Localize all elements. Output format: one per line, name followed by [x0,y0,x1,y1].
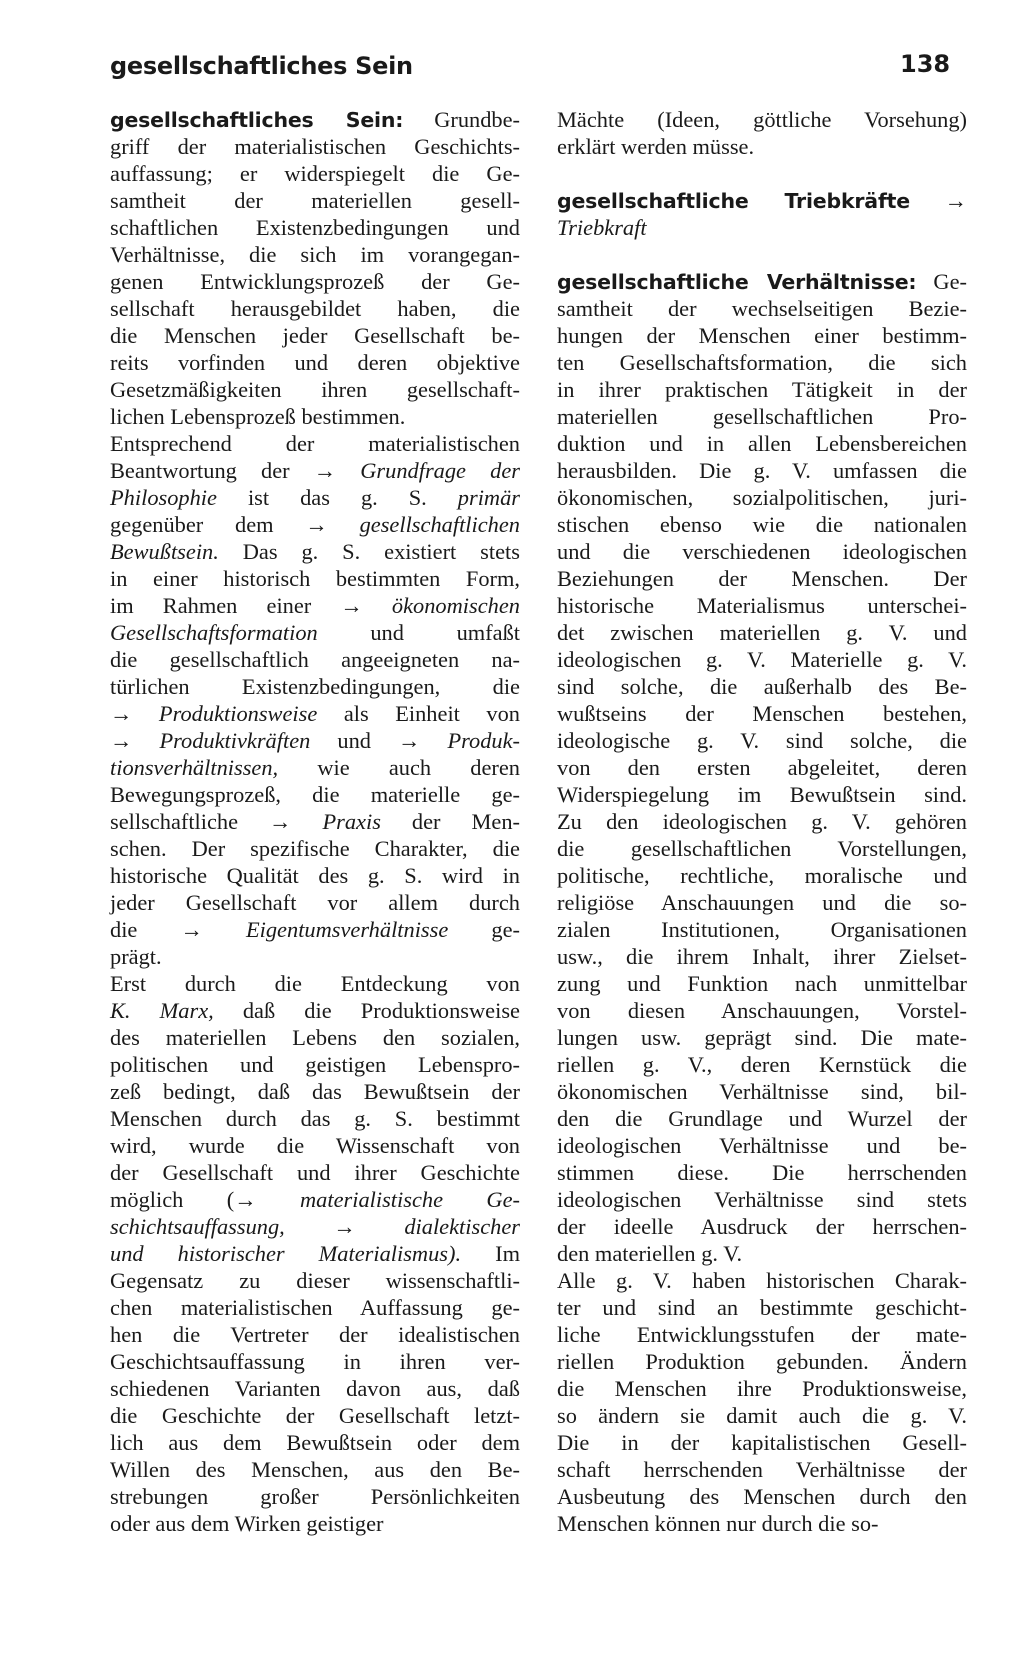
text-run: zung und Funktion nach unmittelbar [557,971,967,996]
text-run: die gesellschaftlichen Vorstellungen, [557,836,967,861]
text-line [110,1078,520,1105]
text-run: schaftlichen Existenzbedingungen und [110,215,520,240]
text-line [557,1132,967,1159]
text-run: sellschaft herausgebildet haben, die [110,296,520,321]
text-line [110,781,520,808]
text-line [557,430,967,457]
text-line [110,484,520,511]
text-line [557,1321,967,1348]
text-run: Bewegungsprozeß, die materielle ge- [110,782,520,807]
text-line [110,1348,520,1375]
cross-reference: Gesellschaftsformation [110,620,318,645]
text-line [110,646,520,673]
text-run: Zu den ideologischen g. V. gehören [557,809,967,834]
text-run: und → [310,728,448,753]
text-line [110,1294,520,1321]
text-line [110,1510,520,1537]
text-line [110,133,520,160]
text-line [557,727,967,754]
text-run: → [909,188,967,213]
text-line [110,727,520,754]
text-line [557,484,967,511]
text-run: Geschichtsauffassung in ihren ver- [110,1349,520,1374]
text-line [557,646,967,673]
text-line [110,592,520,619]
text-run: daß die Produktionsweise [213,998,520,1023]
text-line [557,187,967,214]
text-run: oder aus dem Wirken geistiger [110,1511,384,1536]
text-line [557,970,967,997]
text-run: Gesetzmäßigkeiten ihren gesellschaft- [110,377,520,402]
text-run: lungen usw. geprägt sind. Die mate- [557,1025,967,1050]
text-line [557,619,967,646]
text-line [110,241,520,268]
text-line [557,376,967,403]
text-line [557,1186,967,1213]
text-run: Verhältnisse, die sich im vorangegan- [110,242,520,267]
text-run: schen. Der spezifische Charakter, die [110,836,520,861]
text-line [110,106,520,133]
text-line [110,835,520,862]
text-run: duktion und in allen Lebensbereichen [557,431,967,456]
text-line [110,1105,520,1132]
text-line [110,1375,520,1402]
text-line [557,1429,967,1456]
text-line [110,1213,520,1240]
text-run: Widerspiegelung im Bewußtsein sind. [557,782,967,807]
text-run: Im [461,1241,520,1266]
text-run: und die verschiedenen ideologischen [557,539,967,564]
text-line [557,1240,967,1267]
paragraph-gap [557,160,967,187]
text-line [557,1051,967,1078]
text-run: im Rahmen einer → [110,593,392,618]
text-run: türlichen Existenzbedingungen, die [110,674,520,699]
text-run: usw., die ihrem Inhalt, ihrer Zielset- [557,944,967,969]
text-run: ökonomischen, sozialpolitischen, juri- [557,485,967,510]
cross-reference: tionsverhältnissen, [110,755,279,780]
text-line [110,754,520,781]
cross-reference: K. Marx, [110,998,214,1023]
text-line [557,997,967,1024]
cross-reference: schichtsauffassung, [110,1214,285,1239]
text-line [110,1186,520,1213]
text-line [110,1132,520,1159]
text-run: schaft herrschenden Verhältnisse der [557,1457,967,1482]
text-run: hungen der Menschen einer bestimm- [557,323,967,348]
text-run: möglich (→ [110,1187,300,1212]
text-run: stimmen diese. Die herrschenden [557,1160,967,1185]
text-line [110,943,520,970]
text-line [557,214,967,241]
text-run: Gegensatz zu dieser wissenschaftli- [110,1268,520,1293]
text-run: ideologischen g. V. Materielle g. V. [557,647,967,672]
right-column [557,106,967,1537]
cross-reference: Grundfrage der [360,458,520,483]
text-line [557,1510,967,1537]
text-line [110,889,520,916]
text-run: jeder Gesellschaft vor allem durch [110,890,520,915]
text-run: Ge- [916,269,967,294]
text-line [557,403,967,430]
text-run: reits vorfinden und deren objektive [110,350,520,375]
text-run: der Men- [380,809,520,834]
text-run: → [284,1214,405,1239]
text-line [557,1294,967,1321]
text-run: politischen und geistigen Lebenspro- [110,1052,520,1077]
running-head: gesellschaftliches Sein [110,52,413,80]
text-run: ökonomischen Verhältnisse sind, bil- [557,1079,967,1104]
text-run: Erst durch die Entdeckung von [110,971,520,996]
text-run: religiöse Anschauungen und die so- [557,890,967,915]
text-run: den materiellen g. V. [557,1241,743,1266]
text-line [110,376,520,403]
cross-reference: Bewußtsein. [110,539,219,564]
text-run: ideologische g. V. sind solche, die [557,728,967,753]
text-line [110,214,520,241]
text-run: politische, rechtliche, moralische und [557,863,967,888]
text-line [110,403,520,430]
text-line [110,1051,520,1078]
text-line [110,700,520,727]
text-run: Das g. S. existiert stets [218,539,520,564]
text-line [110,160,520,187]
text-line [557,1348,967,1375]
cross-reference: Praxis [322,809,381,834]
text-line [557,943,967,970]
text-line [110,457,520,484]
text-run: die gesellschaftlich angeeigneten na- [110,647,520,672]
text-line [110,1402,520,1429]
text-line [110,565,520,592]
text-line [110,808,520,835]
cross-reference: Produktivkräften [159,728,311,753]
entry-headword: gesellschaftliche Triebkräfte [557,189,910,213]
text-run: liche Entwicklungsstufen der mate- [557,1322,967,1347]
text-line [110,349,520,376]
text-line [110,187,520,214]
text-run: stischen ebenso wie die nationalen [557,512,967,537]
text-run: Mächte (Ideen, göttliche Vorsehung) [557,107,967,132]
cross-reference: Produk- [447,728,520,753]
text-run: sellschaftliche → [110,809,323,834]
text-run: die Menschen ihre Produktionsweise, [557,1376,967,1401]
text-run: die → [110,917,246,942]
text-run: ideologischen Verhältnisse und be- [557,1133,967,1158]
text-line [110,997,520,1024]
text-line [110,1267,520,1294]
text-run: ge- [448,917,520,942]
cross-reference: und historischer Materialismus). [110,1241,462,1266]
text-run: der Gesellschaft und ihrer Geschichte [110,1160,520,1185]
text-line [557,1024,967,1051]
text-line [110,322,520,349]
text-line [557,1375,967,1402]
text-run: Entsprechend der materialistischen [110,431,520,456]
text-line [557,322,967,349]
text-line [557,889,967,916]
text-run: so ändern sie damit auch die g. V. [557,1403,967,1428]
text-line [110,1429,520,1456]
text-line [557,133,967,160]
text-run: den die Grundlage und Wurzel der [557,1106,967,1131]
text-line [557,565,967,592]
text-run: Willen des Menschen, aus den Be- [110,1457,520,1482]
page-number: 138 [900,50,951,78]
left-column [110,106,520,1537]
text-run: materiellen gesellschaftlichen Pro- [557,404,967,429]
text-line [110,862,520,889]
entry-headword: gesellschaftliches Sein: [110,108,404,132]
text-line [557,592,967,619]
text-run: wußtseins der Menschen bestehen, [557,701,967,726]
text-run: in einer historisch bestimmten Form, [110,566,520,591]
text-run: prägt. [110,944,162,969]
text-run: strebungen großer Persönlichkeiten [110,1484,520,1509]
text-run: auffassung; er widerspiegelt die Ge- [110,161,520,186]
text-run: Beantwortung der → [110,458,361,483]
text-line [557,1159,967,1186]
cross-reference: Philosophie [110,485,217,510]
text-line [557,862,967,889]
text-run: zeß bedingt, daß das Bewußtsein der [110,1079,520,1104]
text-run: sind solche, die außerhalb des Be- [557,674,967,699]
text-run: schiedenen Varianten davon aus, daß [110,1376,520,1401]
text-run: herausbilden. Die g. V. umfassen die [557,458,967,483]
text-line [557,700,967,727]
text-run: von den ersten abgeleitet, deren [557,755,967,780]
text-run: ter und sind an bestimmte geschicht- [557,1295,967,1320]
text-run: des materiellen Lebens den sozialen, [110,1025,520,1050]
text-line [557,457,967,484]
text-run: Menschen durch das g. S. bestimmt [110,1106,520,1131]
text-run: hen die Vertreter der idealistischen [110,1322,520,1347]
text-run: lichen Lebensprozeß bestimmen. [110,404,406,429]
text-run: historische Materialismus unterschei- [557,593,967,618]
text-line [110,1321,520,1348]
text-run: Die in der kapitalistischen Gesell- [557,1430,967,1455]
text-line [110,1240,520,1267]
text-line [557,673,967,700]
text-line [557,781,967,808]
cross-reference: Triebkraft [557,215,647,240]
text-run: Beziehungen der Menschen. Der [557,566,967,591]
cross-reference: Eigentumsverhältnisse [245,917,449,942]
text-line [110,1483,520,1510]
text-line [557,295,967,322]
text-run: lich aus dem Bewußtsein oder dem [110,1430,520,1455]
text-line [557,1213,967,1240]
text-line [110,619,520,646]
text-line [557,538,967,565]
cross-reference: dialektischer [404,1214,520,1239]
text-run: gegenüber dem → [110,512,360,537]
text-run: Grundbe- [403,107,520,132]
text-run: die Geschichte der Gesellschaft letzt- [110,1403,520,1428]
text-run: die Menschen jeder Gesellschaft be- [110,323,520,348]
text-run: wie auch deren [278,755,520,780]
text-run: samtheit der wechselseitigen Bezie- [557,296,967,321]
text-line [110,970,520,997]
text-line [110,268,520,295]
text-run: ist das g. S. [216,485,458,510]
text-line [110,1159,520,1186]
text-run: Menschen können nur durch die so- [557,1511,879,1536]
text-run: und umfaßt [317,620,520,645]
text-run: historische Qualität des g. S. wird in [110,863,520,888]
text-line [110,1456,520,1483]
text-run: zialen Institutionen, Organisationen [557,917,967,942]
text-run: in ihrer praktischen Tätigkeit in der [557,377,967,402]
text-line [557,1105,967,1132]
text-run: Alle g. V. haben historischen Charak- [557,1268,967,1293]
text-line [557,106,967,133]
text-run: riellen Produktion gebunden. Ändern [557,1349,967,1374]
text-line [110,511,520,538]
text-run: det zwischen materiellen g. V. und [557,620,967,645]
cross-reference: primär [457,485,520,510]
entry-headword: gesellschaftliche Verhältnisse: [557,270,917,294]
text-run: samtheit der materiellen gesell- [110,188,520,213]
text-run: der ideelle Ausdruck der herrschen- [557,1214,967,1239]
text-run: griff der materialistischen Geschichts- [110,134,520,159]
text-line [557,1267,967,1294]
text-run: → [110,728,160,753]
text-line [110,1024,520,1051]
cross-reference: materialistische Ge- [300,1187,520,1212]
cross-reference: gesellschaftlichen [359,512,520,537]
text-run: ideologischen Verhältnisse sind stets [557,1187,967,1212]
text-line [557,1456,967,1483]
text-run: → [110,701,159,726]
text-run: erklärt werden müsse. [557,134,755,159]
text-line [557,808,967,835]
text-run: ten Gesellschaftsformation, die sich [557,350,967,375]
text-line [557,754,967,781]
text-line [110,673,520,700]
paragraph-gap [557,241,967,268]
text-line [110,538,520,565]
text-line [557,511,967,538]
cross-reference: Produktionsweise [158,701,318,726]
text-run: riellen g. V., deren Kernstück die [557,1052,967,1077]
text-run: chen materialistischen Auffassung ge- [110,1295,520,1320]
text-run: wird, wurde die Wissenschaft von [110,1133,520,1158]
text-line [557,916,967,943]
text-run: Ausbeutung des Menschen durch den [557,1484,967,1509]
text-run: von diesen Anschauungen, Vorstel- [557,998,967,1023]
text-line [557,835,967,862]
text-line [110,430,520,457]
text-line [557,268,967,295]
text-run: als Einheit von [317,701,520,726]
text-line [110,916,520,943]
text-line [557,1078,967,1105]
text-line [557,1483,967,1510]
text-line [557,1402,967,1429]
cross-reference: ökonomischen [391,593,520,618]
text-line [110,295,520,322]
text-run: genen Entwicklungsprozeß der Ge- [110,269,520,294]
text-line [557,349,967,376]
